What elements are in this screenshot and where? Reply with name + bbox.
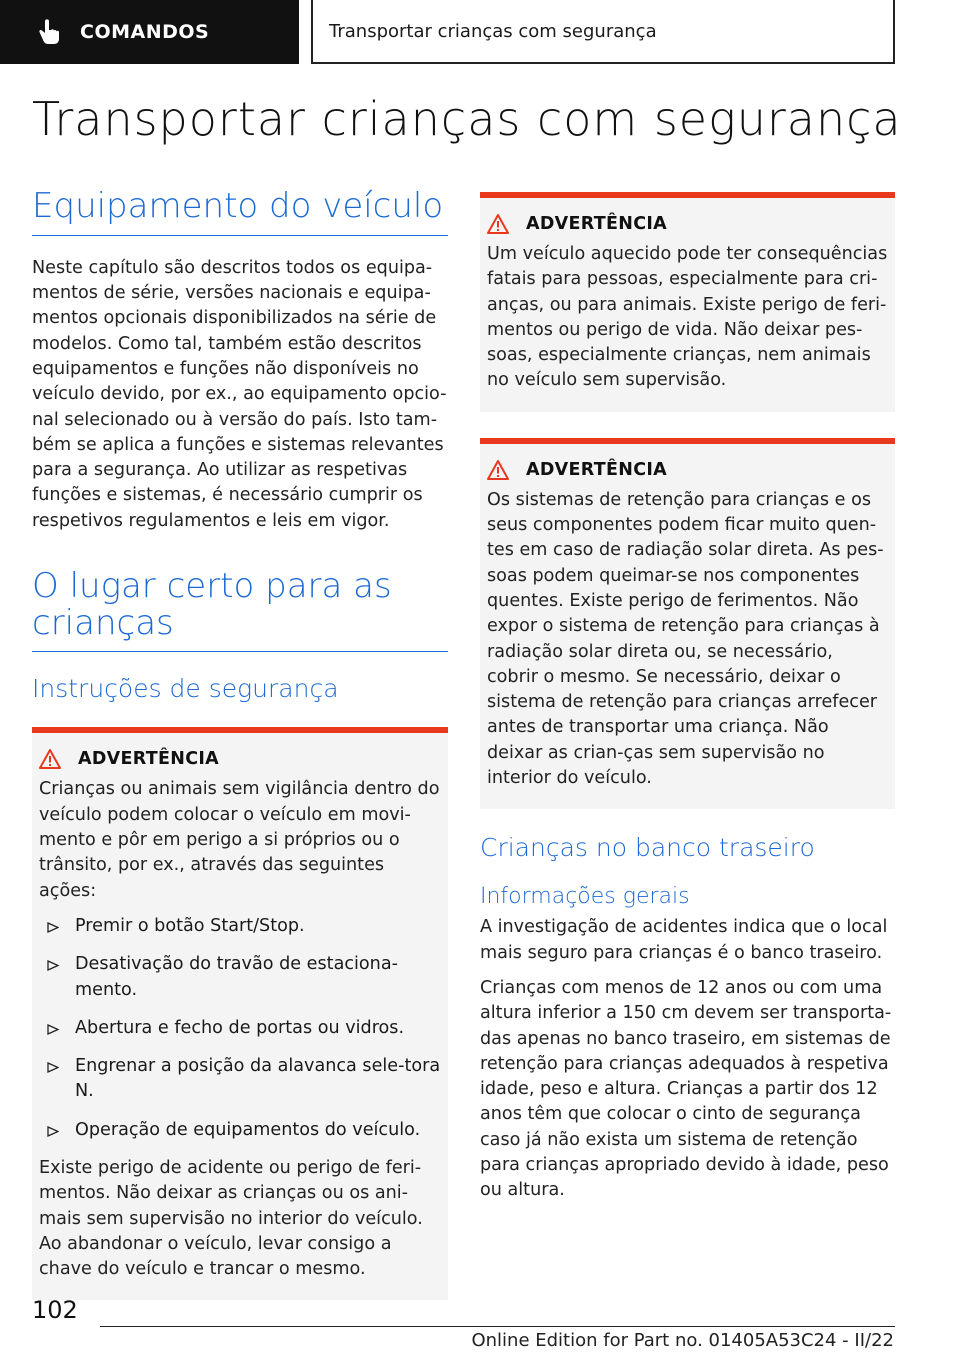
list-item: Premir o botão Start/Stop. bbox=[39, 914, 441, 939]
paragraph-safest-seat: A investigação de acidentes indica que o local mais seguro para crianças é o banco traseiro. bbox=[480, 917, 888, 963]
page-header bbox=[0, 0, 960, 66]
list-item: Desativação do travão de estaciona-mento. bbox=[39, 952, 441, 1003]
warning-box-hot-components bbox=[480, 438, 895, 810]
warning-text: Um veículo aquecido pode ter consequências fatais para pessoas, especialmente para cri-anças, ou para animais. Existe perigo de feri-mentos ou perigo de vida. Não deixar pes-soas, especialmente crianças, nem animais no veículo sem supervisão. bbox=[487, 244, 888, 391]
warning-intro: Crianças ou animais sem vigilância dentro do veículo podem colocar o veículo em movi-mento e pôr em perigo a si próprios ou o trânsito, por ex., através das seguintes ações: bbox=[39, 779, 440, 901]
list-item: Operação de equipamentos do veículo. bbox=[39, 1118, 441, 1143]
warning-triangle-icon bbox=[487, 213, 509, 235]
heading-rear-seat: Crianças no banco traseiro bbox=[480, 833, 815, 863]
bullet-triangle-icon bbox=[47, 960, 59, 971]
chapter-label: Transportar crianças com segurança bbox=[329, 20, 657, 42]
chapter-tab[interactable] bbox=[311, 0, 895, 64]
edition-label: Online Edition for Part no. 01405A53C24 - II/22 bbox=[471, 1330, 894, 1351]
warning-box-unattended bbox=[32, 727, 448, 1300]
warning-header bbox=[487, 458, 888, 482]
hand-pointer-icon bbox=[34, 17, 64, 47]
bullet-triangle-icon bbox=[47, 1062, 59, 1073]
heading-safety-instructions: Instruções de segurança bbox=[32, 674, 339, 704]
list-item: Engrenar a posição da alavanca sele-tora N. bbox=[39, 1054, 441, 1105]
paragraph-equipment: Neste capítulo são descritos todos os equipa-mentos de série, versões nacionais e equipa-mentos opcionais disponibilizados na série de modelos. Como tal, também estão descritos equipamentos e funções não disponíveis no veículo devido, por ex., ao equipamento opcio-nal selecionado ou à versão do país. Isto tam-bém se aplica a funções e sistemas relevantes para a segurança. Ao utilizar as respetivas funções e sistemas, é necessário cumprir os respetivos regulamentos e leis em vigor. bbox=[32, 257, 447, 531]
warning-title: ADVERTÊNCIA bbox=[526, 459, 667, 480]
bullet-triangle-icon bbox=[47, 1024, 59, 1035]
warning-text: Os sistemas de retenção para crianças e os seus componentes podem ficar muito quen-tes em caso de radiação solar direta. As pes-soas podem queimar-se nos componentes quentes. Existe perigo de ferimentos. Não expor o sistema de retenção para crianças à radiação solar direta ou, se necessário, cobrir o mesmo. Se necessário, deixar o sistema de retenção para crianças arrefecer antes de transportar uma criança. Não deixar as crian-ças sem supervisão no interior do veículo. bbox=[487, 489, 884, 789]
list-item: Abertura e fecho de portas ou vidros. bbox=[39, 1016, 441, 1041]
paragraph-age-height: Crianças com menos de 12 anos ou com uma altura inferior a 150 cm devem ser transporta-das apenas no banco traseiro, em sistemas de retenção para crianças adequados à respetiva idade, peso e altura. Crianças a partir dos 12 anos têm que colocar o cinto de segurança caso já não exista um sistema de retenção para crianças apropriado devido à idade, peso ou altura. bbox=[480, 977, 892, 1201]
warning-triangle-icon bbox=[39, 748, 61, 770]
heading-right-place: O lugar certo para as crianças bbox=[32, 568, 448, 652]
bullet-triangle-icon bbox=[47, 922, 59, 933]
warning-title: ADVERTÊNCIA bbox=[78, 749, 219, 770]
section-label: COMANDOS bbox=[80, 21, 210, 43]
warning-bullet-list bbox=[39, 914, 441, 1143]
warning-title: ADVERTÊNCIA bbox=[526, 214, 667, 234]
warning-header bbox=[39, 747, 441, 771]
bullet-triangle-icon bbox=[47, 1126, 59, 1137]
warning-outro: Existe perigo de acidente ou perigo de feri-mentos. Não deixar as crianças ou os ani-mais sem supervisão no interior do veículo. Ao abandonar o veículo, levar consigo a chave do veículo e trancar o mesmo. bbox=[39, 1157, 423, 1280]
footer-divider bbox=[100, 1326, 895, 1327]
warning-box-heated-vehicle bbox=[480, 192, 895, 412]
section-tab[interactable] bbox=[0, 0, 299, 64]
page-number: 102 bbox=[32, 1296, 78, 1324]
heading-equipment: Equipamento do veículo bbox=[32, 188, 448, 236]
warning-header bbox=[487, 212, 888, 236]
left-column bbox=[32, 188, 448, 1300]
right-column bbox=[480, 192, 895, 1204]
warning-triangle-icon bbox=[487, 459, 509, 481]
page-title: Transportar crianças com segurança bbox=[32, 92, 902, 146]
heading-general-info: Informações gerais bbox=[480, 884, 690, 910]
